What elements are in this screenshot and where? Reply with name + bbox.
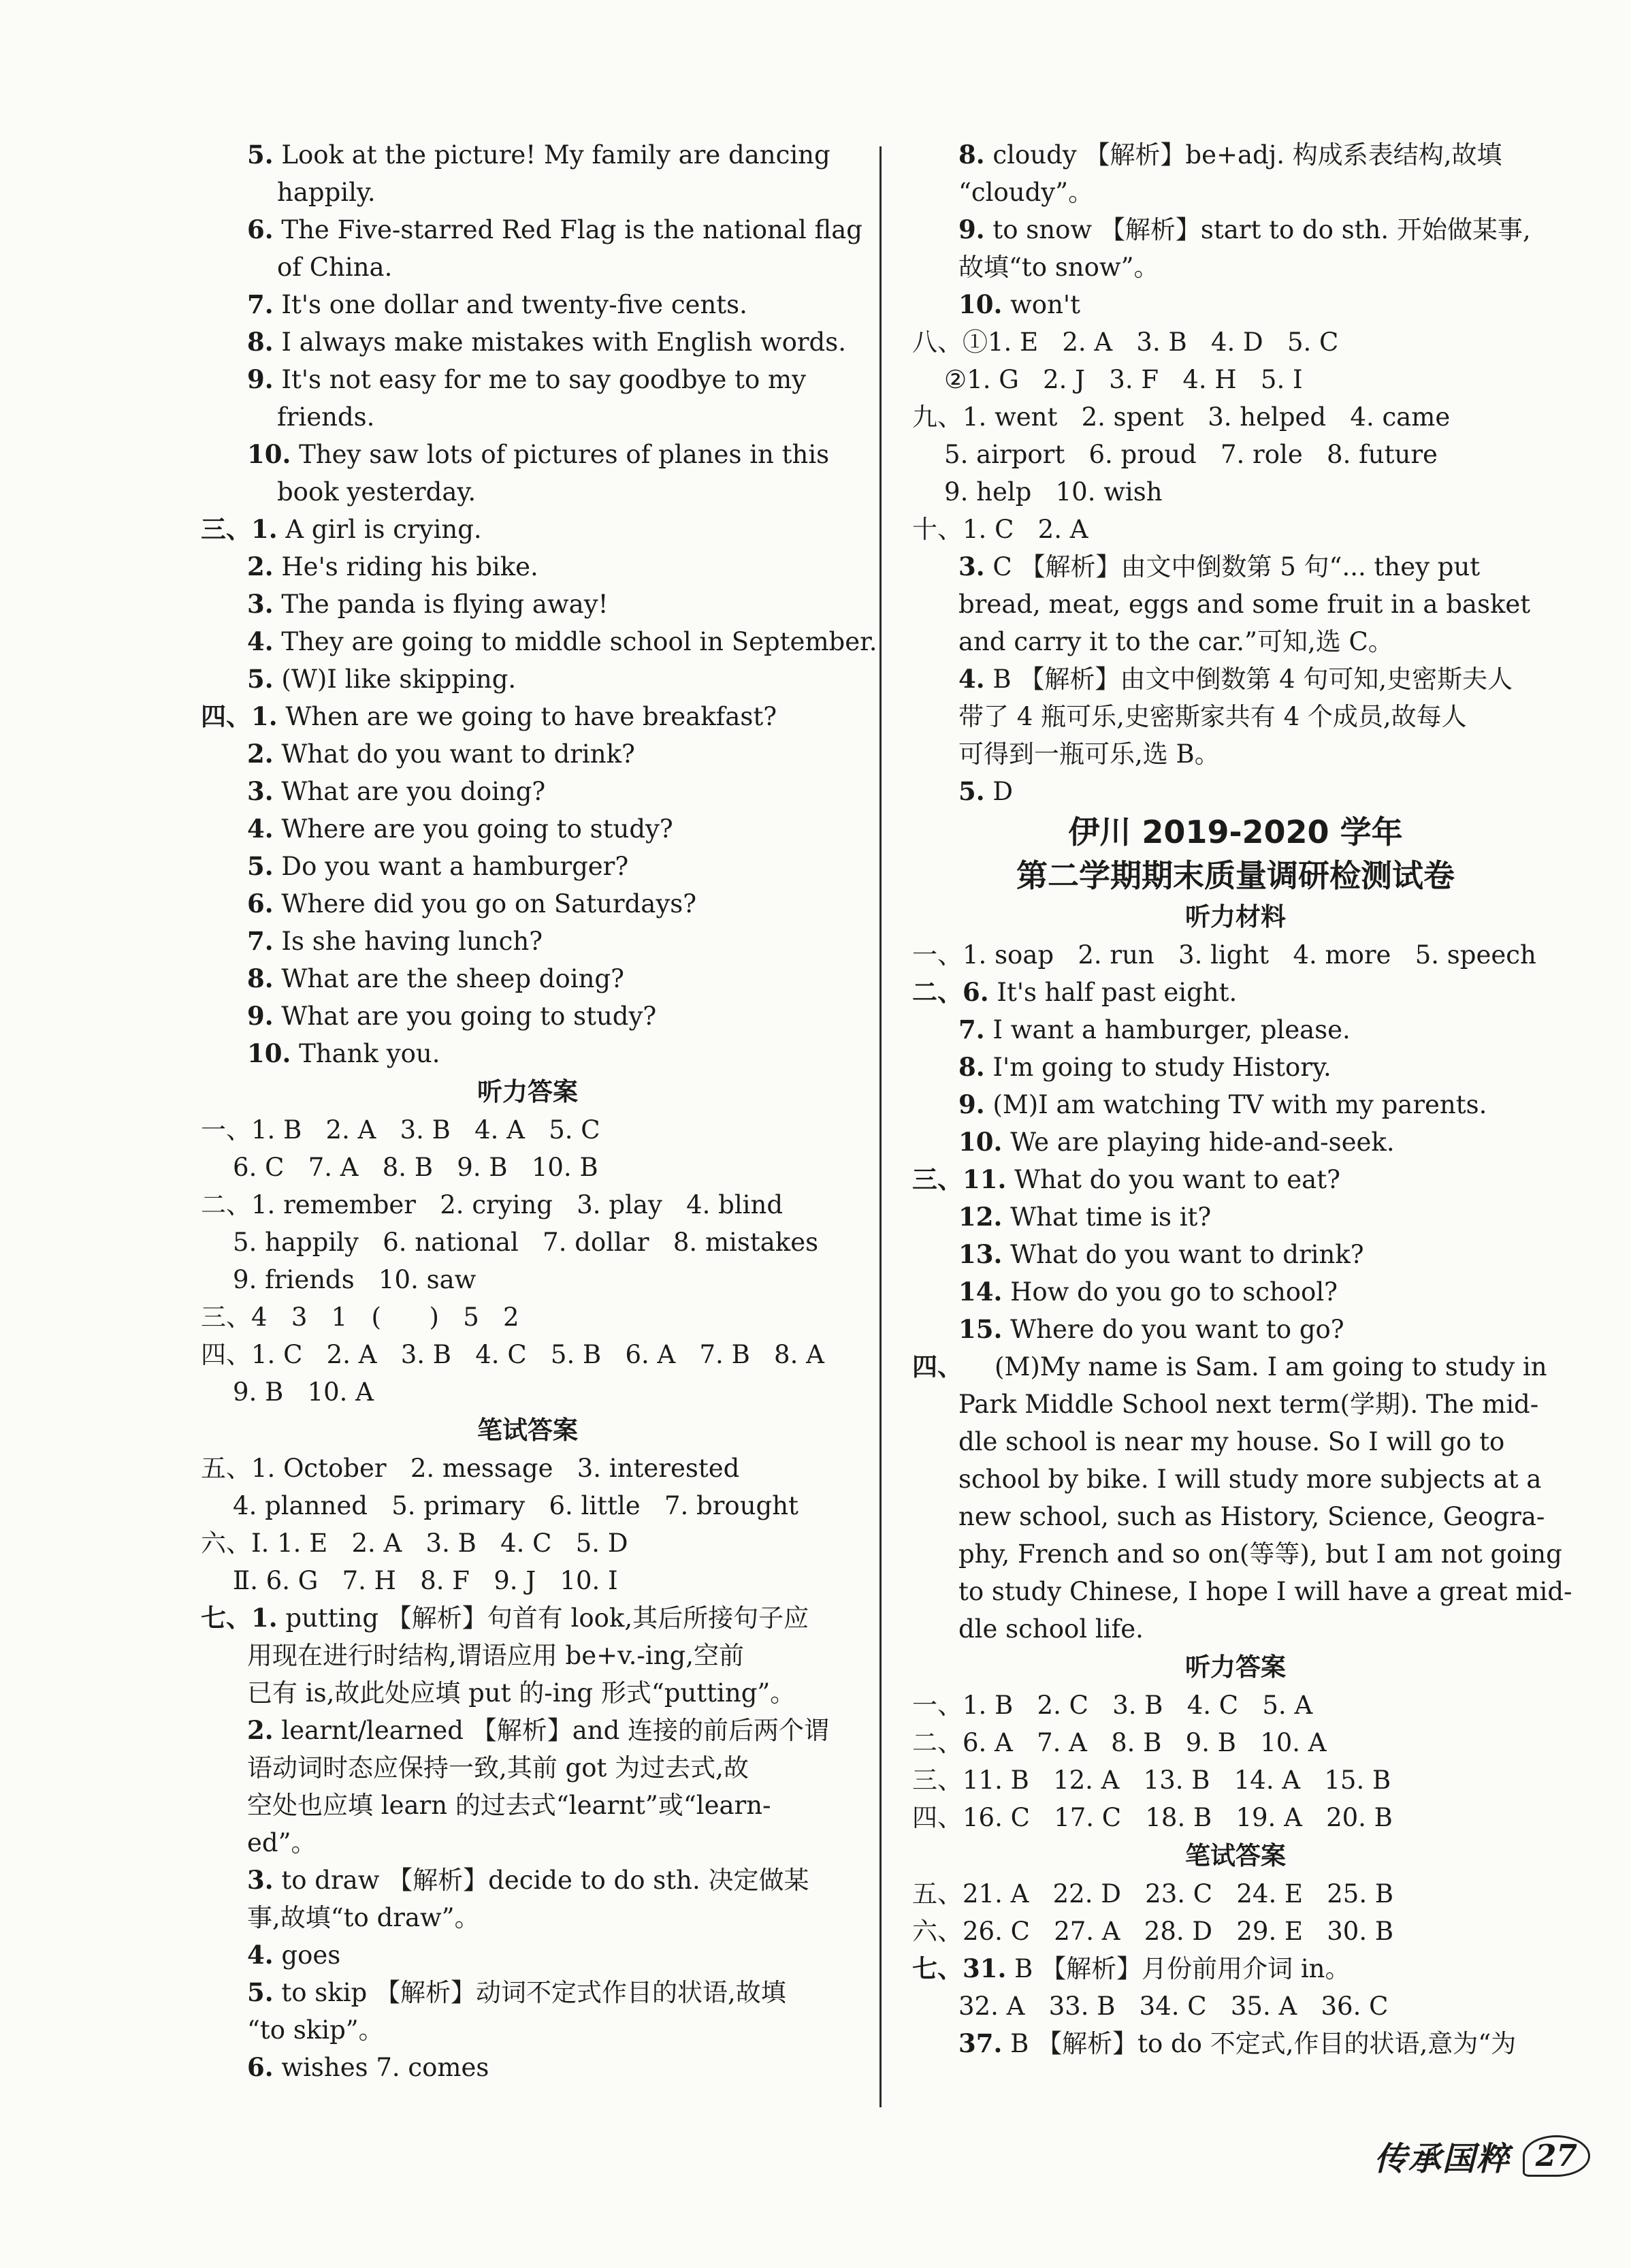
line-text: 一、1. B 2. A 3. B 4. A 5. C bbox=[201, 1115, 600, 1145]
line-text: B 【解析】to do 不定式,作目的状语,意为“为 bbox=[1010, 2029, 1517, 2058]
line-text: Ⅱ. 6. G 7. H 8. F 9. J 10. I bbox=[201, 1566, 618, 1595]
left-line bbox=[201, 174, 854, 211]
item-number: 10. bbox=[958, 1127, 1003, 1157]
line-text: 第二学期期末质量调研检测试卷 bbox=[1016, 857, 1455, 894]
line-text: Where do you want to go? bbox=[1010, 1315, 1344, 1344]
left-line bbox=[201, 436, 854, 473]
item-number: 7. bbox=[247, 926, 274, 956]
item-number: 3. bbox=[247, 1865, 274, 1895]
item-number: 七、31. bbox=[912, 1953, 1007, 1983]
page-number: 27 bbox=[1523, 2135, 1590, 2177]
line-text: friends. bbox=[277, 402, 375, 432]
line-text: 事,故填“to draw”。 bbox=[247, 1903, 480, 1932]
item-number: 5. bbox=[958, 776, 985, 806]
left-line bbox=[201, 848, 854, 885]
line-text: What do you want to drink? bbox=[1010, 1240, 1364, 1269]
right-line bbox=[912, 698, 1559, 735]
left-column bbox=[201, 136, 877, 2086]
right-line bbox=[912, 1348, 1559, 1386]
item-number: 5. bbox=[247, 851, 274, 881]
right-line bbox=[912, 1423, 1559, 1460]
right-line bbox=[912, 1836, 1559, 1875]
line-text: It's not easy for me to say goodbye to my bbox=[281, 365, 806, 394]
line-text: They are going to middle school in September. bbox=[281, 627, 877, 656]
item-number: 四、 bbox=[912, 1352, 963, 1381]
left-line bbox=[201, 211, 862, 249]
line-text: 听力答案 bbox=[477, 1077, 578, 1106]
item-number: 6. bbox=[247, 214, 274, 244]
right-line bbox=[912, 361, 1559, 398]
line-text: 可得到一瓶可乐,选 B。 bbox=[958, 739, 1220, 769]
left-line bbox=[201, 2011, 854, 2049]
item-number: 8. bbox=[247, 963, 274, 993]
line-text: 已有 is,故此处应填 put 的-ing 形式“putting”。 bbox=[247, 1678, 796, 1708]
line-text: 带了 4 瓶可乐,史密斯家共有 4 个成员,故每人 bbox=[958, 702, 1467, 731]
line-text: and carry it to the car.”可知,选 C。 bbox=[958, 627, 1393, 656]
left-line bbox=[201, 1974, 854, 2011]
item-number: 5. bbox=[247, 140, 274, 170]
line-text: D bbox=[992, 777, 1014, 806]
line-text: 空处也应填 learn 的过去式“learnt”或“learn- bbox=[247, 1791, 771, 1820]
line-text: 6. C 7. A 8. B 9. B 10. B bbox=[201, 1153, 598, 1182]
left-line bbox=[201, 1149, 854, 1186]
right-line bbox=[912, 773, 1559, 810]
line-text: (M)My name is Sam. I am going to study in bbox=[970, 1352, 1547, 1381]
item-number: 8. bbox=[247, 327, 274, 357]
line-text: B 【解析】由文中倒数第 4 句可知,史密斯夫人 bbox=[992, 665, 1513, 694]
line-text: 六、Ⅰ. 1. E 2. A 3. B 4. C 5. D bbox=[201, 1529, 628, 1558]
left-line bbox=[201, 1712, 854, 1749]
line-text: I'm going to study History. bbox=[992, 1053, 1331, 1082]
line-text: dle school is near my house. So I will go to bbox=[958, 1427, 1505, 1456]
item-number: 3. bbox=[958, 552, 985, 581]
right-line bbox=[912, 1913, 1559, 1950]
right-line bbox=[912, 1386, 1559, 1423]
right-line bbox=[912, 249, 1559, 286]
right-line bbox=[912, 323, 1559, 361]
item-number: 5. bbox=[247, 664, 274, 694]
line-text: learnt/learned 【解析】and 连接的前后两个谓 bbox=[281, 1716, 830, 1745]
left-line bbox=[201, 1186, 854, 1224]
line-text: 5. happily 6. national 7. dollar 8. mistakes bbox=[201, 1228, 819, 1257]
right-line bbox=[912, 1311, 1559, 1348]
line-text: ed”。 bbox=[247, 1828, 317, 1857]
right-line bbox=[912, 1799, 1559, 1836]
item-number: 10. bbox=[958, 289, 1003, 319]
item-number: 9. bbox=[247, 364, 274, 394]
right-line bbox=[912, 1049, 1559, 1086]
line-text: I want a hamburger, please. bbox=[992, 1015, 1351, 1044]
item-number: 3. bbox=[247, 589, 274, 619]
left-line bbox=[201, 136, 854, 174]
left-line bbox=[201, 1261, 854, 1298]
line-text: 六、26. C 27. A 28. D 29. E 30. B bbox=[912, 1917, 1394, 1946]
right-line bbox=[912, 398, 1559, 436]
line-text: 四、16. C 17. C 18. B 19. A 20. B bbox=[912, 1803, 1393, 1832]
left-line bbox=[201, 810, 854, 848]
line-text: school by bike. I will study more subjects at a bbox=[958, 1465, 1542, 1494]
line-text: 听力材料 bbox=[1185, 902, 1286, 931]
line-text: “cloudy”。 bbox=[958, 178, 1094, 207]
left-line bbox=[201, 735, 854, 773]
line-text: 笔试答案 bbox=[477, 1416, 578, 1445]
right-line bbox=[912, 1460, 1559, 1498]
line-text: Look at the picture! My family are dancing bbox=[281, 140, 830, 170]
line-text: (W)I like skipping. bbox=[281, 665, 517, 694]
right-line bbox=[912, 2025, 1559, 2062]
line-text: 四、1. C 2. A 3. B 4. C 5. B 6. A 7. B 8. A bbox=[201, 1340, 824, 1369]
line-text: Where are you going to study? bbox=[281, 814, 673, 844]
right-line bbox=[912, 1610, 1559, 1648]
line-text: 五、21. A 22. D 23. C 24. E 25. B bbox=[912, 1879, 1394, 1908]
left-line bbox=[201, 1562, 854, 1599]
line-text: What time is it? bbox=[1010, 1202, 1212, 1232]
right-line bbox=[912, 1273, 1559, 1311]
right-line bbox=[912, 436, 1559, 473]
line-text: Is she having lunch? bbox=[281, 927, 543, 956]
item-number: 四、1. bbox=[201, 701, 278, 731]
left-line bbox=[201, 1111, 854, 1149]
left-line bbox=[201, 623, 877, 660]
line-text: 32. A 33. B 34. C 35. A 36. C bbox=[958, 1992, 1389, 2021]
line-text: goes bbox=[281, 1940, 341, 1970]
left-line bbox=[201, 1487, 854, 1524]
left-line bbox=[201, 1862, 854, 1899]
line-text: 4. planned 5. primary 6. little 7. brought bbox=[201, 1491, 798, 1520]
right-line bbox=[912, 548, 1559, 586]
right-line bbox=[912, 1236, 1559, 1273]
right-line bbox=[912, 974, 1559, 1011]
line-text: 伊川 2019-2020 学年 bbox=[1068, 814, 1403, 850]
line-text: The Five-starred Red Flag is the national flag bbox=[281, 215, 862, 244]
line-text: A girl is crying. bbox=[285, 515, 482, 544]
right-line bbox=[912, 897, 1559, 936]
left-line bbox=[201, 1035, 854, 1072]
item-number: 8. bbox=[958, 140, 985, 170]
left-line bbox=[201, 1524, 854, 1562]
item-number: 9. bbox=[247, 1001, 274, 1031]
right-line bbox=[912, 473, 1559, 511]
right-line bbox=[912, 1987, 1559, 2025]
line-text: 九、1. went 2. spent 3. helped 4. came bbox=[912, 402, 1451, 432]
left-line bbox=[201, 997, 854, 1035]
right-line bbox=[912, 1161, 1559, 1198]
line-text: 三、4 3 1 ( ) 5 2 bbox=[201, 1303, 519, 1332]
left-line bbox=[201, 1599, 854, 1637]
left-line bbox=[201, 1637, 854, 1674]
line-text: putting 【解析】句首有 look,其后所接句子应 bbox=[285, 1603, 809, 1633]
line-text: 用现在进行时结构,谓语应用 be+v.-ing,空前 bbox=[247, 1641, 744, 1670]
line-text: What are you doing? bbox=[281, 777, 546, 806]
line-text: 听力答案 bbox=[1185, 1652, 1286, 1682]
line-text: Do you want a hamburger? bbox=[281, 852, 629, 881]
left-line bbox=[201, 1224, 854, 1261]
left-line bbox=[201, 698, 854, 735]
right-line bbox=[912, 511, 1559, 548]
right-line bbox=[912, 936, 1559, 974]
line-text: phy, French and so on(等等), but I am not going bbox=[958, 1539, 1562, 1569]
right-line bbox=[912, 1535, 1562, 1573]
line-text: They saw lots of pictures of planes in this bbox=[299, 440, 830, 469]
item-number: 2. bbox=[247, 1715, 274, 1745]
line-text: 一、1. B 2. C 3. B 4. C 5. A bbox=[912, 1691, 1313, 1720]
line-text: 八、①1. E 2. A 3. B 4. D 5. C bbox=[912, 328, 1339, 357]
line-text: of China. bbox=[277, 253, 393, 282]
left-line bbox=[201, 660, 854, 698]
left-line bbox=[201, 586, 854, 623]
line-text: 5. airport 6. proud 7. role 8. future bbox=[912, 440, 1438, 469]
left-line bbox=[201, 286, 854, 323]
line-text: Thank you. bbox=[299, 1039, 440, 1068]
right-column bbox=[912, 136, 1572, 2062]
line-text: I always make mistakes with English words. bbox=[281, 328, 846, 357]
right-line bbox=[912, 1761, 1559, 1799]
line-text: ②1. G 2. J 3. F 4. H 5. I bbox=[912, 365, 1303, 394]
line-text: 9. friends 10. saw bbox=[201, 1265, 477, 1294]
left-line bbox=[201, 473, 854, 511]
item-number: 4. bbox=[247, 626, 274, 656]
item-number: 9. bbox=[958, 1089, 985, 1119]
line-text: What are you going to study? bbox=[281, 1002, 657, 1031]
line-text: “to skip”。 bbox=[247, 2015, 384, 2045]
item-number: 7. bbox=[958, 1015, 985, 1044]
line-text: 十、1. C 2. A bbox=[912, 515, 1088, 544]
item-number: 13. bbox=[958, 1239, 1003, 1269]
line-text: 二、1. remember 2. crying 3. play 4. blind bbox=[201, 1190, 784, 1219]
left-line bbox=[201, 1899, 854, 1936]
column-divider bbox=[879, 146, 882, 2107]
left-line bbox=[201, 249, 854, 286]
left-line bbox=[201, 773, 854, 810]
line-text: C 【解析】由文中倒数第 5 句“... they put bbox=[992, 552, 1481, 581]
line-text: book yesterday. bbox=[277, 477, 477, 507]
brand-logo-text: 传承国粹 bbox=[1374, 2140, 1511, 2178]
item-number: 15. bbox=[958, 1314, 1003, 1344]
right-line bbox=[912, 1086, 1559, 1123]
line-text: 一、1. soap 2. run 3. light 4. more 5. speech bbox=[912, 940, 1536, 970]
line-text: 二、6. A 7. A 8. B 9. B 10. A bbox=[912, 1728, 1327, 1757]
line-text: 故填“to snow”。 bbox=[958, 253, 1159, 282]
line-text: B 【解析】月份前用介词 in。 bbox=[1014, 1954, 1351, 1983]
line-text: The panda is flying away! bbox=[281, 590, 609, 619]
left-line bbox=[201, 323, 854, 361]
line-text: 9. help 10. wish bbox=[912, 477, 1163, 507]
right-line bbox=[912, 1724, 1559, 1761]
right-line bbox=[912, 1687, 1559, 1724]
item-number: 七、1. bbox=[201, 1603, 278, 1633]
left-line bbox=[201, 960, 854, 997]
line-text: 语动词时态应保持一致,其前 got 为过去式,故 bbox=[247, 1753, 749, 1783]
line-text: happily. bbox=[277, 178, 376, 207]
right-line bbox=[912, 1875, 1559, 1913]
item-number: 5. bbox=[247, 1977, 274, 2007]
line-text: bread, meat, eggs and some fruit in a basket bbox=[958, 590, 1531, 619]
line-text: wishes 7. comes bbox=[281, 2053, 489, 2082]
line-text: It's half past eight. bbox=[997, 978, 1238, 1007]
item-number: 8. bbox=[958, 1052, 985, 1082]
line-text: won't bbox=[1010, 290, 1080, 319]
item-number: 2. bbox=[247, 739, 274, 769]
right-line bbox=[912, 286, 1559, 323]
right-line bbox=[912, 211, 1559, 249]
right-line bbox=[912, 136, 1559, 174]
line-text: Where did you go on Saturdays? bbox=[281, 889, 697, 919]
line-text: new school, such as History, Science, Geogra- bbox=[958, 1502, 1545, 1531]
line-text: 三、11. B 12. A 13. B 14. A 15. B bbox=[912, 1766, 1391, 1795]
line-text: 笔试答案 bbox=[1185, 1841, 1286, 1870]
line-text: What are the sheep doing? bbox=[281, 964, 624, 993]
right-line bbox=[912, 735, 1559, 773]
right-line bbox=[912, 1950, 1559, 1987]
line-text: 五、1. October 2. message 3. interested bbox=[201, 1454, 740, 1483]
item-number: 4. bbox=[247, 1940, 274, 1970]
left-line bbox=[201, 923, 854, 960]
item-number: 9. bbox=[958, 214, 985, 244]
right-line bbox=[912, 586, 1559, 623]
left-line bbox=[201, 1936, 854, 1974]
left-line bbox=[201, 1824, 854, 1862]
item-number: 三、11. bbox=[912, 1164, 1007, 1194]
right-line bbox=[912, 1011, 1559, 1049]
left-line bbox=[201, 1072, 854, 1111]
item-number: 2. bbox=[247, 552, 274, 581]
left-line bbox=[201, 548, 854, 586]
line-text: What do you want to drink? bbox=[281, 739, 635, 769]
left-line bbox=[201, 1450, 854, 1487]
left-line bbox=[201, 2049, 854, 2086]
right-line bbox=[912, 1198, 1559, 1236]
item-number: 三、1. bbox=[201, 514, 278, 544]
item-number: 37. bbox=[958, 2028, 1003, 2058]
right-line bbox=[912, 1123, 1559, 1161]
right-line bbox=[912, 1573, 1572, 1610]
left-line bbox=[201, 1336, 854, 1373]
line-text: (M)I am watching TV with my parents. bbox=[992, 1090, 1487, 1119]
right-line bbox=[912, 1648, 1559, 1687]
item-number: 6. bbox=[247, 2052, 274, 2082]
left-line bbox=[201, 1749, 854, 1787]
line-text: dle school life. bbox=[958, 1614, 1144, 1644]
line-text: It's one dollar and twenty-five cents. bbox=[281, 290, 747, 319]
left-line bbox=[201, 511, 854, 548]
right-line bbox=[912, 1498, 1559, 1535]
line-text: to skip 【解析】动词不定式作目的状语,故填 bbox=[281, 1978, 786, 2007]
line-text: to draw 【解析】decide to do sth. 决定做某 bbox=[281, 1866, 809, 1895]
line-text: Park Middle School next term(学期). The mid- bbox=[958, 1390, 1539, 1419]
left-line bbox=[201, 1411, 854, 1450]
item-number: 二、6. bbox=[912, 977, 989, 1007]
left-line bbox=[201, 398, 854, 436]
item-number: 10. bbox=[247, 1038, 291, 1068]
left-line bbox=[201, 1787, 854, 1824]
left-line bbox=[201, 1373, 854, 1411]
item-number: 4. bbox=[247, 814, 274, 844]
item-number: 4. bbox=[958, 664, 985, 694]
line-text: We are playing hide-and-seek. bbox=[1010, 1128, 1395, 1157]
left-line bbox=[201, 1674, 854, 1712]
left-line bbox=[201, 1298, 854, 1336]
right-line bbox=[912, 854, 1559, 897]
line-text: How do you go to school? bbox=[1010, 1277, 1338, 1307]
item-number: 3. bbox=[247, 776, 274, 806]
line-text: He's riding his bike. bbox=[281, 552, 538, 581]
right-line bbox=[912, 623, 1559, 660]
item-number: 7. bbox=[247, 289, 274, 319]
item-number: 10. bbox=[247, 439, 291, 469]
left-line bbox=[201, 361, 854, 398]
line-text: to study Chinese, I hope I will have a great mid- bbox=[958, 1577, 1572, 1606]
line-text: When are we going to have breakfast? bbox=[285, 702, 777, 731]
line-text: What do you want to eat? bbox=[1014, 1165, 1340, 1194]
item-number: 6. bbox=[247, 889, 274, 919]
item-number: 14. bbox=[958, 1277, 1003, 1307]
right-line bbox=[912, 174, 1559, 211]
line-text: 9. B 10. A bbox=[201, 1377, 374, 1407]
item-number: 12. bbox=[958, 1202, 1003, 1232]
left-line bbox=[201, 885, 854, 923]
right-line bbox=[912, 660, 1559, 698]
right-line bbox=[912, 810, 1559, 854]
page-footer bbox=[1374, 2133, 1590, 2179]
line-text: to snow 【解析】start to do sth. 开始做某事, bbox=[992, 215, 1531, 244]
line-text: cloudy 【解析】be+adj. 构成系表结构,故填 bbox=[992, 140, 1502, 170]
